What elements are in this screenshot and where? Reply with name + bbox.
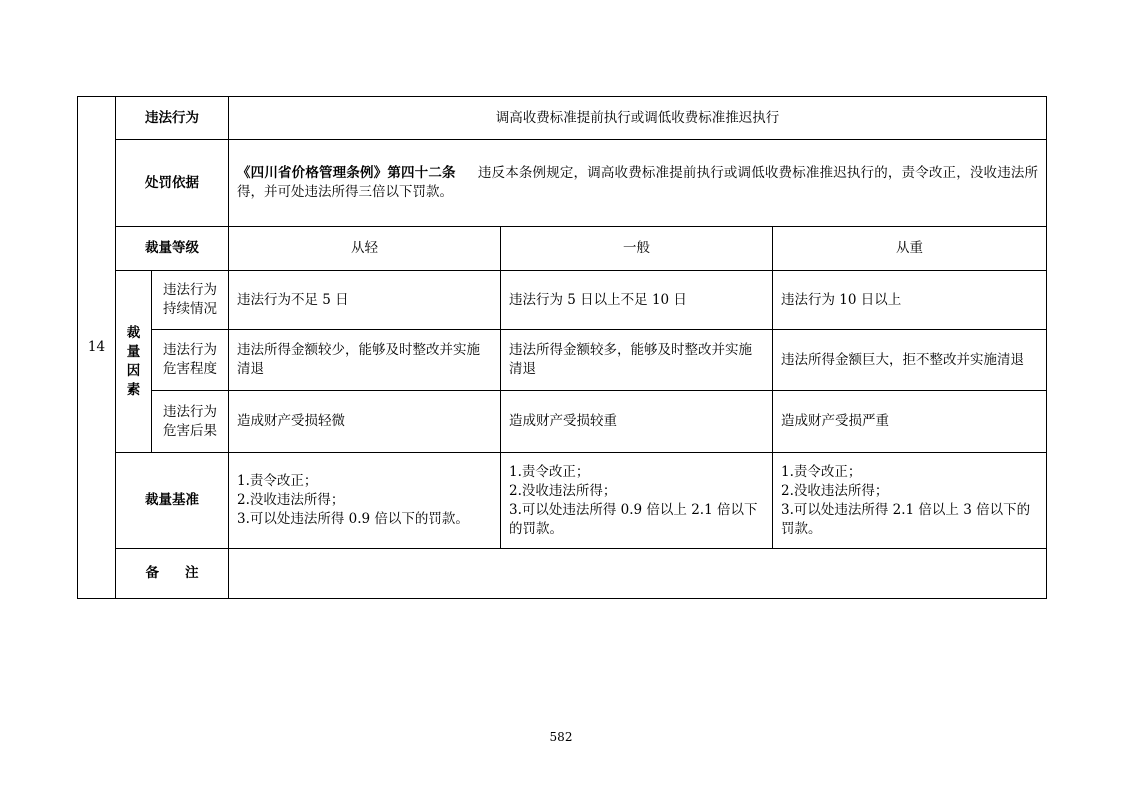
penalty-basis-label: 处罚依据	[116, 140, 229, 227]
discretion-factor-label: 裁 量 因 素	[116, 271, 152, 453]
standard-heavy: 1.责令改正； 2.没收违法所得； 3.可以处违法所得 2.1 倍以上 3 倍以下的罚款。	[773, 453, 1047, 549]
page-number: 582	[549, 730, 573, 744]
factor-duration-heavy: 违法行为 10 日以上	[773, 271, 1047, 330]
factor-label-consequence: 违法行为 危害后果	[152, 391, 229, 453]
level-heavy: 从重	[773, 227, 1047, 271]
penalty-basis-text: 违反本条例规定，调高收费标准提前执行或调低收费标准推迟执行的，责令改正，没收违法所得，并可处违法所得三倍以下罚款。	[237, 165, 1039, 200]
discretion-standard-row	[78, 453, 1047, 549]
violation-text: 调高收费标准提前执行或调低收费标准推迟执行	[229, 97, 1047, 140]
penalty-basis-row	[78, 140, 1047, 227]
penalty-basis-cell	[229, 140, 1047, 227]
factor-duration-general: 违法行为 5 日以上不足 10 日	[501, 271, 773, 330]
penalty-basis-reference: 《四川省价格管理条例》第四十二条	[237, 165, 456, 181]
remark-value	[229, 549, 1047, 599]
factor-severity-light: 违法所得金额较少，能够及时整改并实施清退	[229, 330, 501, 391]
factor-row-severity	[78, 330, 1047, 391]
factor-consequence-light: 造成财产受损轻微	[229, 391, 501, 453]
factor-duration-light: 违法行为不足 5 日	[229, 271, 501, 330]
standard-general: 1.责令改正； 2.没收违法所得； 3.可以处违法所得 0.9 倍以上 2.1 倍以下的罚款。	[501, 453, 773, 549]
discretion-level-label: 裁量等级	[116, 227, 229, 271]
item-number: 14	[78, 97, 116, 599]
factor-consequence-general: 造成财产受损较重	[501, 391, 773, 453]
factor-row-duration	[78, 271, 1047, 330]
remark-row	[78, 549, 1047, 599]
discretion-table	[77, 96, 1047, 599]
level-general: 一般	[501, 227, 773, 271]
violation-row	[78, 97, 1047, 140]
factor-label-duration: 违法行为 持续情况	[152, 271, 229, 330]
factor-severity-general: 违法所得金额较多，能够及时整改并实施清退	[501, 330, 773, 391]
factor-severity-heavy: 违法所得金额巨大，拒不整改并实施清退	[773, 330, 1047, 391]
violation-label: 违法行为	[116, 97, 229, 140]
factor-consequence-heavy: 造成财产受损严重	[773, 391, 1047, 453]
factor-label-severity: 违法行为 危害程度	[152, 330, 229, 391]
discretion-standard-label: 裁量基准	[116, 453, 229, 549]
factor-row-consequence	[78, 391, 1047, 453]
remark-label: 备 注	[116, 549, 229, 599]
standard-light: 1.责令改正； 2.没收违法所得； 3.可以处违法所得 0.9 倍以下的罚款。	[229, 453, 501, 549]
level-light: 从轻	[229, 227, 501, 271]
discretion-level-row	[78, 227, 1047, 271]
